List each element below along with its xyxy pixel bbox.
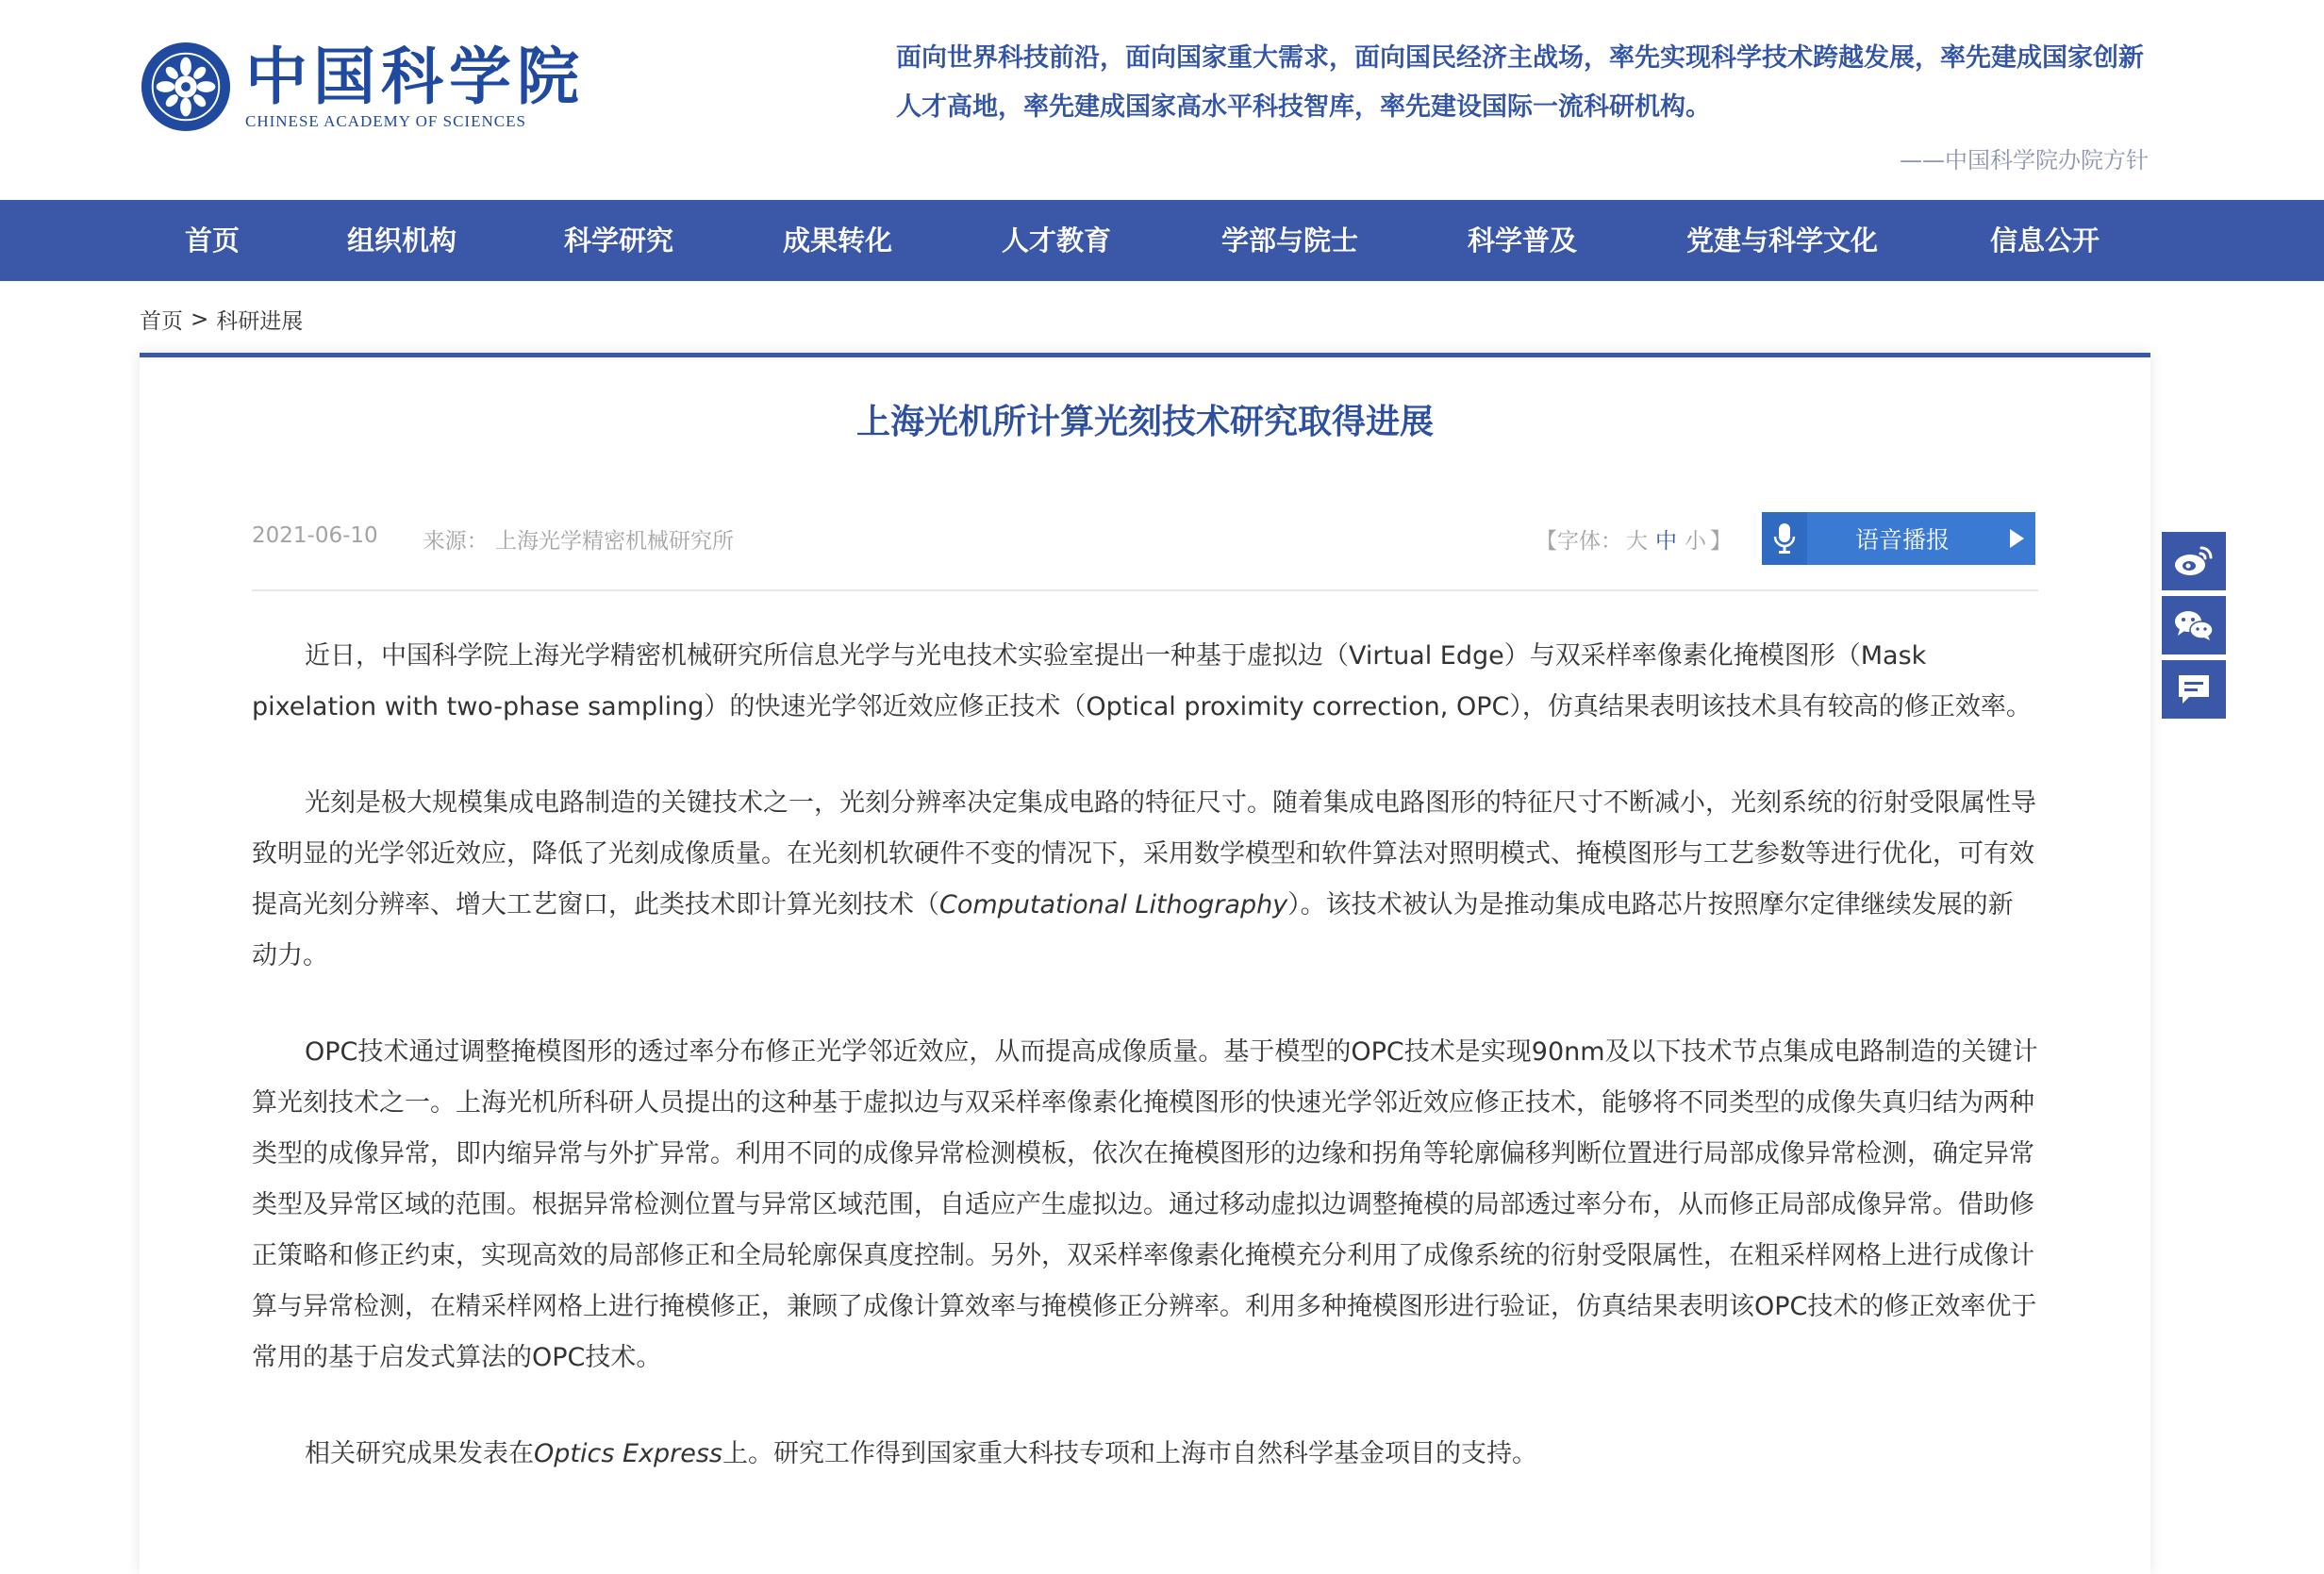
breadcrumb-separator: > (191, 307, 209, 332)
nav-item-popular-science[interactable]: 科学普及 (1468, 224, 1578, 257)
paragraph-text: ）。该技术被认为是推动集成电路芯片按照摩尔定律继续发展的新动力。 (252, 890, 2014, 970)
nav-item-organization[interactable]: 组织机构 (347, 224, 457, 257)
font-size-large[interactable]: 大 (1626, 529, 1648, 554)
share-comment-button[interactable] (2162, 660, 2226, 719)
article-body (252, 631, 2038, 1525)
paragraph-text: 上。研究工作得到国家重大科技专项和上海市自然科学基金项目的支持。 (722, 1439, 1537, 1468)
main-nav (0, 200, 2324, 281)
logo-chinese-text: 中国科学院 (245, 40, 585, 113)
cas-emblem-icon (140, 41, 232, 133)
comment-icon (2176, 672, 2212, 706)
nav-item-disclosure[interactable]: 信息公开 (1990, 224, 2100, 257)
paragraph (252, 1429, 2038, 1480)
meta-divider (252, 589, 2038, 591)
article-date: 2021-06-10 (252, 523, 378, 548)
font-size-small[interactable]: 小 (1685, 529, 1706, 554)
paragraph-italic-term: Computational Lithography (939, 890, 1288, 920)
journal-name: Optics Express (534, 1439, 722, 1468)
nav-item-home[interactable]: 首页 (185, 224, 241, 257)
font-size-switcher (1536, 523, 1732, 555)
nav-item-education[interactable]: 人才教育 (1002, 224, 1112, 257)
nav-item-academicians[interactable]: 学部与院士 (1221, 224, 1359, 257)
play-icon (1998, 528, 2035, 549)
paragraph (252, 778, 2038, 982)
share-wechat-button[interactable] (2162, 596, 2226, 654)
font-size-close: 】 (1710, 529, 1732, 554)
cas-logo[interactable] (140, 40, 585, 134)
nav-item-achievements[interactable]: 成果转化 (783, 224, 893, 257)
breadcrumb (140, 304, 303, 335)
paragraph-text: 相关研究成果发表在 (305, 1439, 534, 1468)
source-label: 来源： (423, 529, 489, 554)
font-size-medium[interactable]: 中 (1655, 529, 1677, 554)
article-title: 上海光机所计算光刻技术研究取得进展 (855, 403, 1434, 441)
cas-motto: 面向世界科技前沿，面向国家重大需求，面向国民经济主战场，率先实现科学技术跨越发展，率先建成国家创新人才高地，率先建成国家高水平科技智库，率先建设国际一流科研机构。 (896, 43, 2144, 122)
logo-english-text: CHINESE ACADEMY OF SCIENCES (245, 112, 526, 130)
paragraph: 近日，中国科学院上海光学精密机械研究所信息光学与光电技术实验室提出一种基于虚拟边（Virtual Edge）与双采样率像素化掩模图形（Mask pixelation with two-phase sampling）的快速光学邻近效应修正技术（Optical proximity correction, OPC），仿真结果表明该技术具有较高的修正效率。 (252, 641, 2032, 721)
wechat-icon (2173, 608, 2215, 642)
microphone-icon (1762, 512, 1807, 565)
article-meta (252, 523, 734, 555)
tts-label: 语音播报 (1854, 526, 1950, 554)
share-weibo-button[interactable] (2162, 532, 2226, 590)
paragraph-text: 光刻是极大规模集成电路制造的关键技术之一，光刻分辨率决定集成电路的特征尺寸。随着集成电路图形的特征尺寸不断减小，光刻系统的衍射受限属性导致明显的光学邻近效应，降低了光刻成像质量。在光刻机软硬件不变的情况下，采用数学模型和软件算法对照明模式、掩模图形与工艺参数等进行优化，可有效提高光刻分辨率、增大工艺窗口，此类技术即计算光刻技术（ (252, 788, 2036, 920)
weibo-icon (2173, 544, 2215, 578)
site-header (0, 0, 2324, 200)
nav-item-research[interactable]: 科学研究 (564, 224, 674, 257)
breadcrumb-home[interactable]: 首页 (140, 309, 183, 334)
breadcrumb-current[interactable]: 科研进展 (216, 309, 304, 334)
tts-button[interactable] (1762, 512, 2035, 565)
paragraph: OPC技术通过调整掩模图形的透过率分布修正光学邻近效应，从而提高成像质量。基于模型的OPC技术是实现90nm及以下技术节点集成电路制造的关键计算光刻技术之一。上海光机所科研人员提出的这种基于虚拟边与双采样率像素化掩模图形的快速光学邻近效应修正技术，能够将不同类型的成像失真归结为两种类型的成像异常，即内缩异常与外扩异常。利用不同的成像异常检测模板，依次在掩模图形的边缘和拐角等轮廓偏移判断位置进行局部成像异常检测，确定异常类型及异常区域的范围。根据异常检测位置与异常区域范围，自适应产生虚拟边。通过移动虚拟边调整掩模的局部透过率分布，从而修正局部成像异常。借助修正策略和修正约束，实现高效的局部修正和全局轮廓保真度控制。另外，双采样率像素化掩模充分利用了成像系统的衍射受限属性，在粗采样网格上进行成像计算与异常检测，在精采样网格上进行掩模修正，兼顾了成像计算效率与掩模修正分辨率。利用多种掩模图形进行验证，仿真结果表明该OPC技术的修正效率优于常用的基于启发式算法的OPC技术。 (252, 1037, 2038, 1372)
motto-source: ——中国科学院办院方针 (1900, 147, 2149, 174)
article-source: 上海光学精密机械研究所 (494, 529, 734, 554)
article-card (140, 353, 2150, 1574)
font-size-label: 【字体： (1536, 529, 1622, 554)
nav-item-party-culture[interactable]: 党建与科学文化 (1686, 224, 1879, 257)
